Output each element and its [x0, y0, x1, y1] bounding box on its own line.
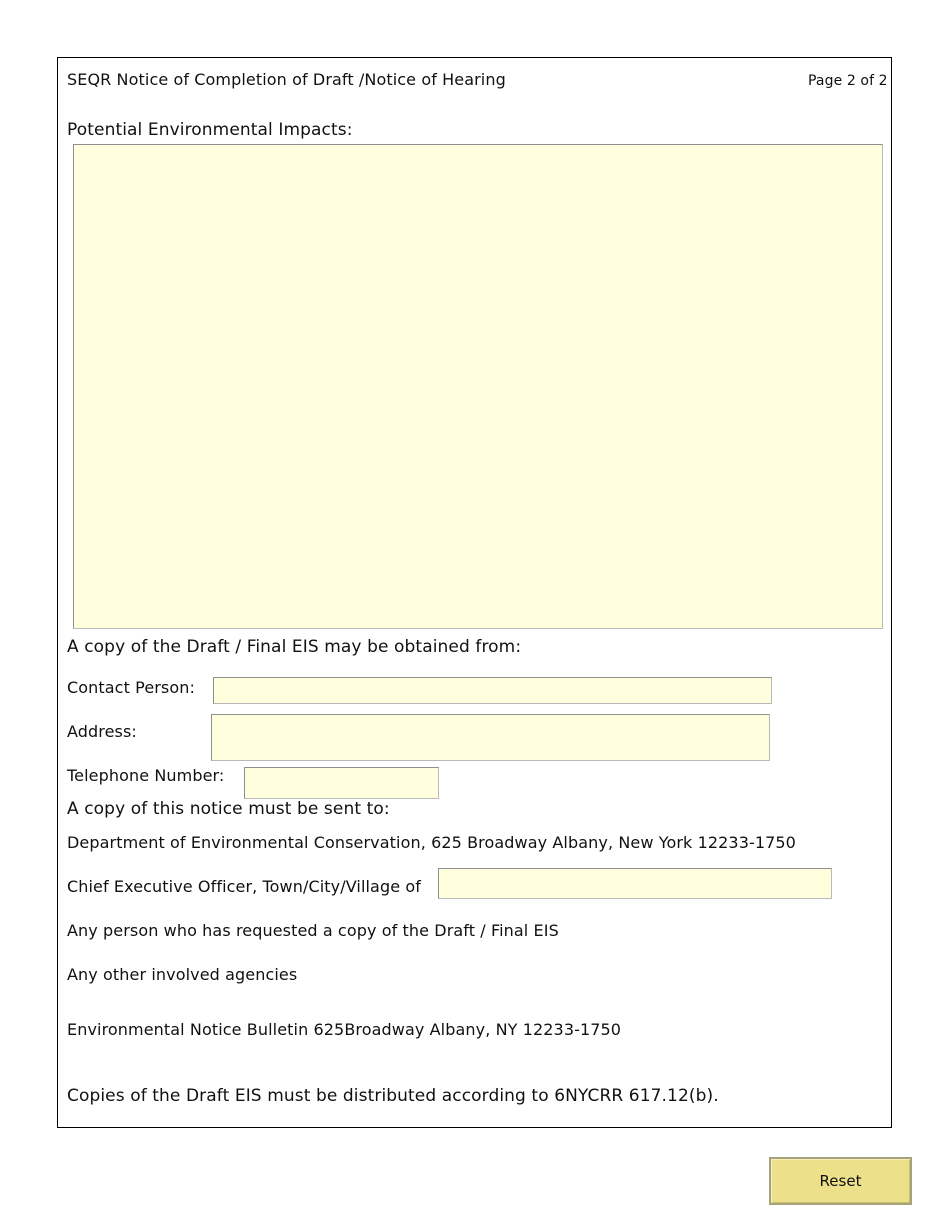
- form-title: SEQR Notice of Completion of Draft /Notice of Hearing: [67, 70, 506, 89]
- telephone-label: Telephone Number:: [67, 766, 225, 785]
- contact-person-input[interactable]: [213, 677, 772, 704]
- impacts-label: Potential Environmental Impacts:: [67, 120, 353, 140]
- obtain-heading: A copy of the Draft / Final EIS may be obtained from:: [67, 637, 522, 657]
- telephone-input[interactable]: [244, 767, 439, 799]
- agencies-line: Any other involved agencies: [67, 965, 298, 984]
- page-indicator: Page 2 of 2: [808, 73, 888, 89]
- distribution-note: Copies of the Draft EIS must be distributed according to 6NYCRR 617.12(b).: [67, 1086, 719, 1106]
- impacts-textarea[interactable]: [73, 144, 883, 629]
- ceo-label: Chief Executive Officer, Town/City/Village of: [67, 877, 421, 896]
- send-heading: A copy of this notice must be sent to:: [67, 799, 390, 819]
- requester-line: Any person who has requested a copy of the Draft / Final EIS: [67, 921, 559, 940]
- address-input[interactable]: [211, 714, 770, 761]
- contact-person-label: Contact Person:: [67, 678, 195, 697]
- enb-address-line: Environmental Notice Bulletin 625Broadway Albany, NY 12233-1750: [67, 1020, 622, 1039]
- address-label: Address:: [67, 722, 137, 741]
- dec-address-line: Department of Environmental Conservation, 625 Broadway Albany, New York 12233-1750: [67, 833, 796, 852]
- municipality-input[interactable]: [438, 868, 832, 899]
- reset-button[interactable]: Reset: [769, 1157, 912, 1205]
